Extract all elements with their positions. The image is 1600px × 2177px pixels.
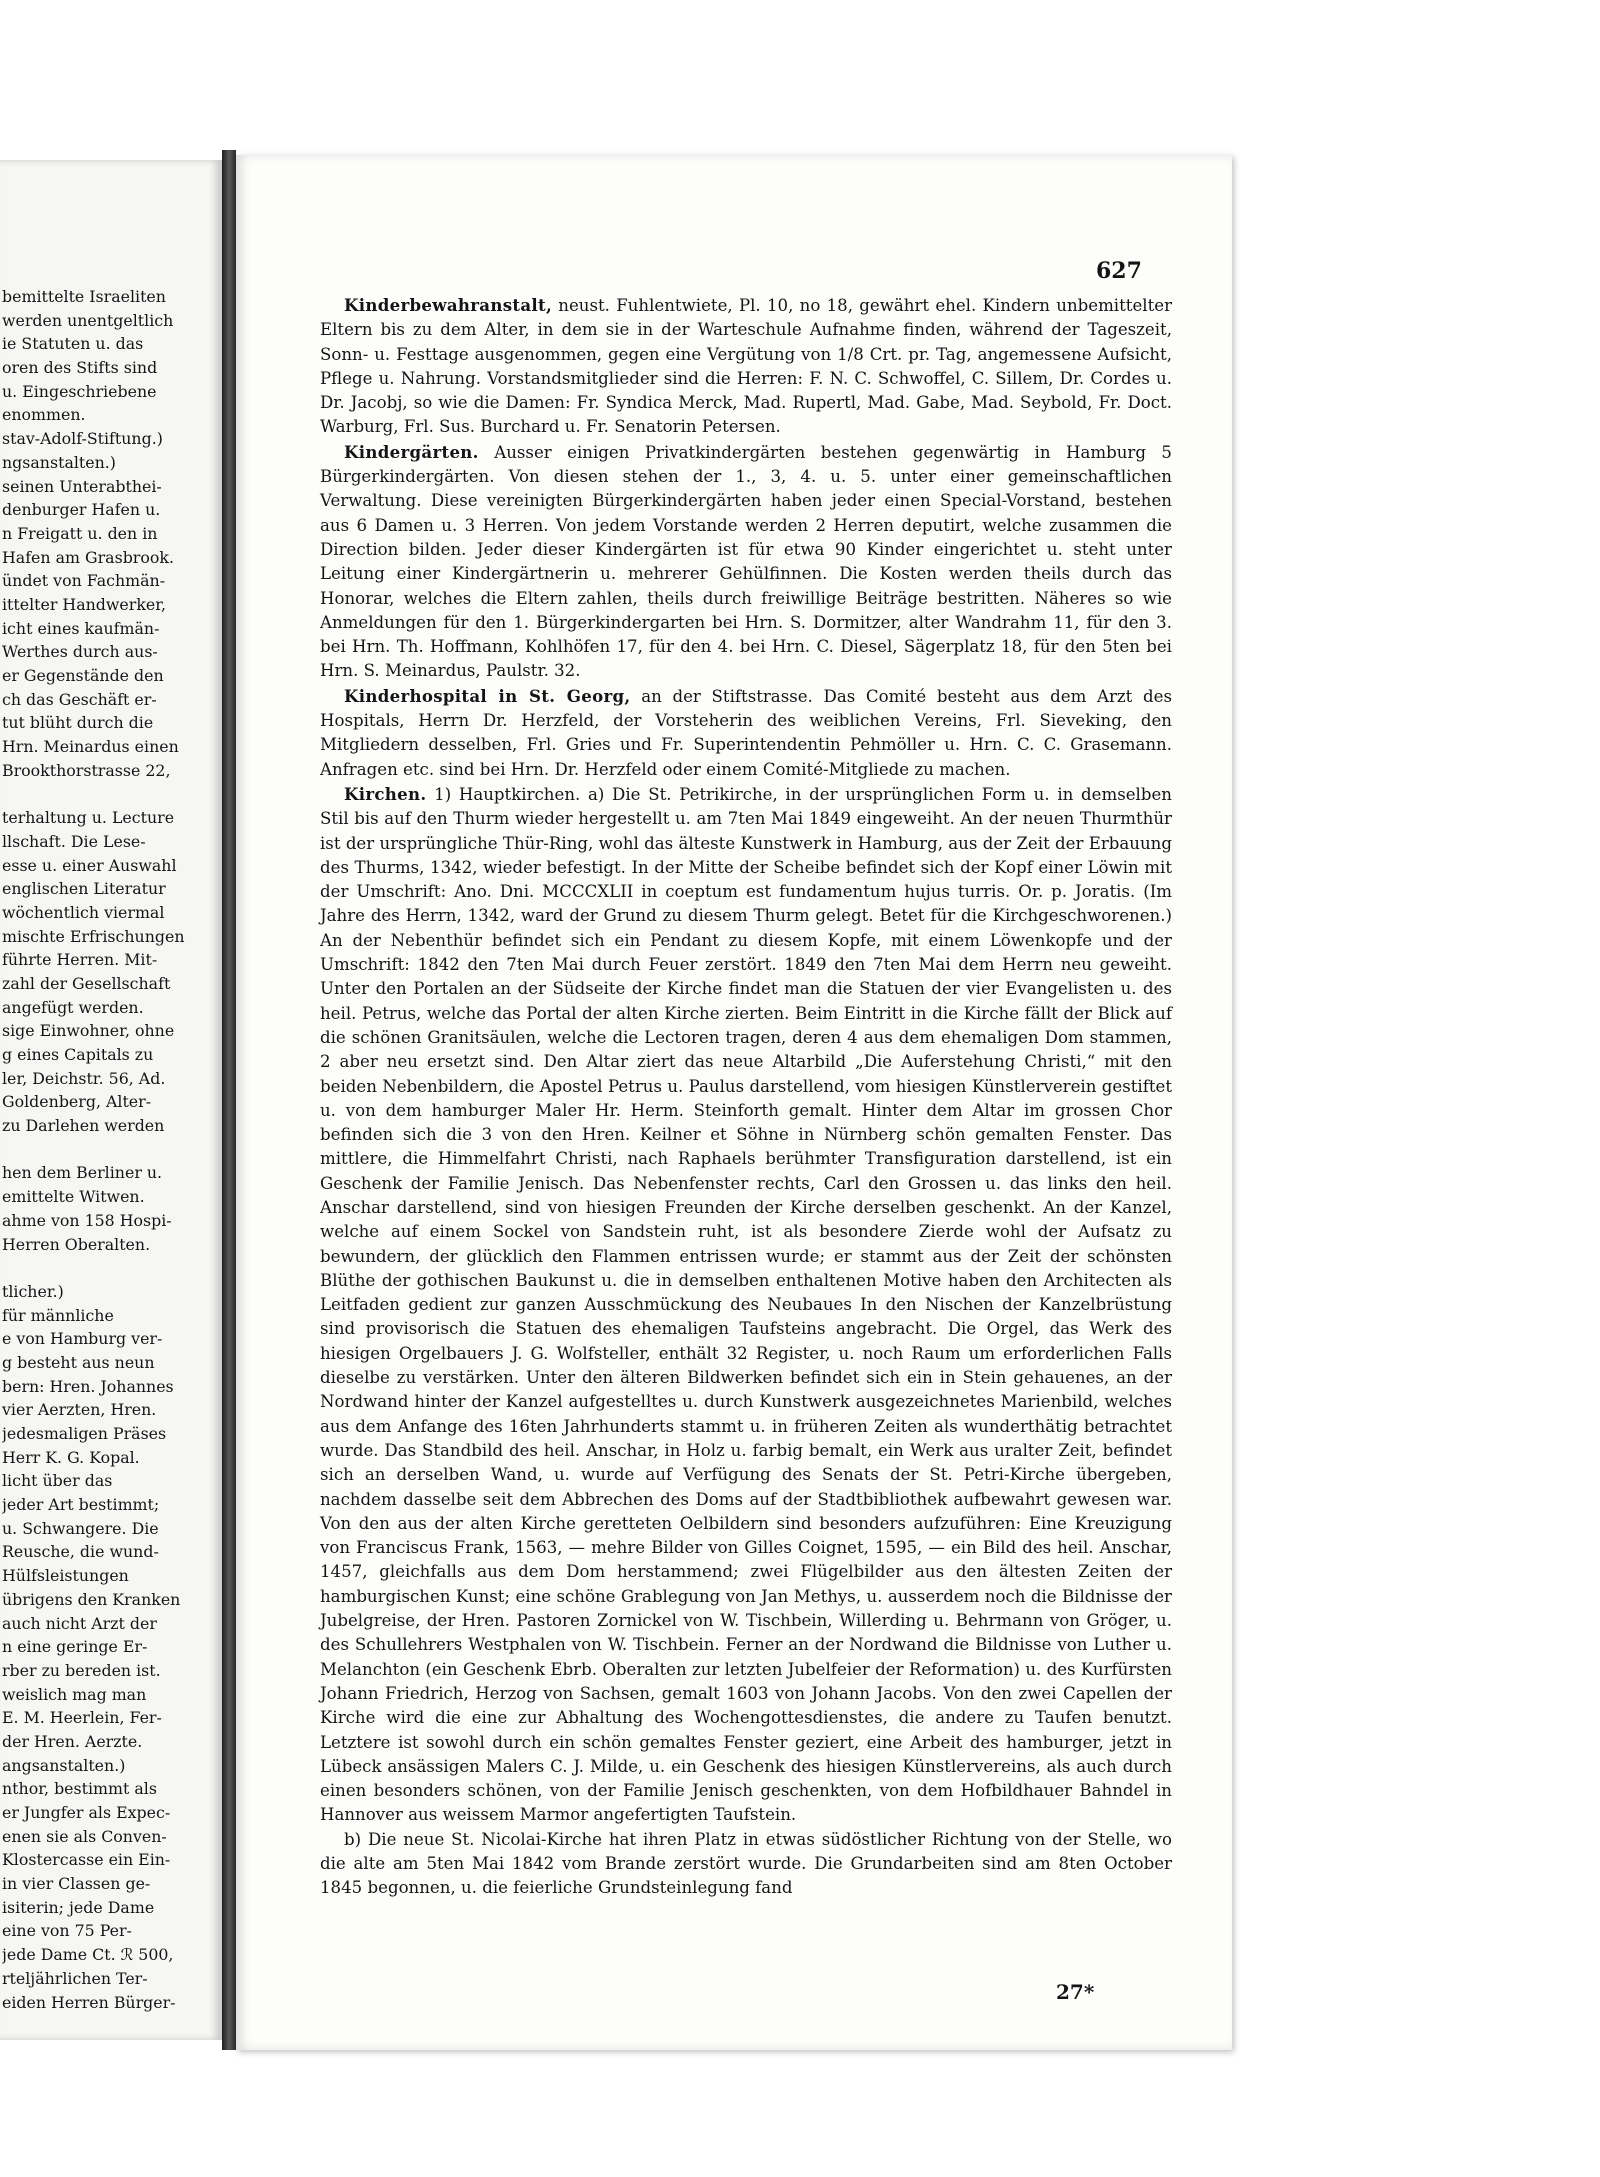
left-page-line: zahl der Gesellschaft bbox=[2, 973, 171, 993]
left-page-line: rber zu bereden ist. bbox=[2, 1660, 161, 1680]
left-page-line: g besteht aus neun bbox=[2, 1352, 155, 1372]
left-page-line: der Hren. Aerzte. bbox=[2, 1731, 143, 1751]
entry-paragraph bbox=[320, 684, 1172, 782]
right-page-text-column bbox=[320, 293, 1172, 1901]
left-page-line: oren des Stifts sind bbox=[2, 358, 158, 378]
left-page-line: u. Eingeschriebene bbox=[2, 381, 157, 401]
left-page-line: auch nicht Arzt der bbox=[2, 1613, 157, 1633]
left-page-line: tlicher.) bbox=[2, 1281, 64, 1301]
left-page-line: Klostercasse ein Ein- bbox=[2, 1850, 171, 1870]
left-page-line: hen dem Berliner u. bbox=[2, 1163, 163, 1183]
left-page-line: esse u. einer Auswahl bbox=[2, 855, 177, 875]
left-page-line: n eine geringe Er- bbox=[2, 1637, 148, 1657]
left-page-line: Hafen am Grasbrook. bbox=[2, 547, 174, 567]
left-page-line: Reusche, die wund- bbox=[2, 1542, 159, 1562]
book-gutter bbox=[222, 150, 236, 2050]
left-page-line: Goldenberg, Alter- bbox=[2, 1092, 152, 1112]
left-page-line bbox=[2, 1256, 207, 1280]
left-page-line: eine von 75 Per- bbox=[2, 1921, 132, 1941]
left-page-line: für männliche bbox=[2, 1305, 114, 1325]
left-page-line: isiterin; jede Dame bbox=[2, 1897, 155, 1917]
page-number: 627 bbox=[1096, 258, 1142, 284]
left-page-line: führte Herren. Mit- bbox=[2, 950, 158, 970]
entry-heading: Kindergärten. bbox=[344, 441, 479, 462]
left-page-line: vier Aerzten, Hren. bbox=[2, 1400, 157, 1420]
entry-heading: Kinderhospital in St. Georg, bbox=[344, 685, 631, 706]
left-page-line: nthor, bestimmt als bbox=[2, 1779, 157, 1799]
entry-heading: Kirchen. bbox=[344, 783, 427, 804]
entry-text: Ausser einigen Privatkindergärten bestehen gegenwärtig in Hamburg 5 Bürgerkindergärten. Von diesen stehen der 1., 3, 4. u. 5. unter einer gemeinschaftlichen Verwaltung. Diese vereinigten Bürgerkindergärten haben jeder einen Special-Vorstand, bestehen aus 6 Damen u. 3 Herren. Von jedem Vorstande werden 2 Herren deputirt, welche zusammen die Direction bilden. Jeder dieser Kindergärten ist für etwa 90 Kinder eingerichtet u. steht unter Leitung einer Kindergärtnerin u. mehrerer Gehülfinnen. Die Kosten werden theils durch das Honorar, welches die Eltern zahlen, theils durch freiwillige Beiträge bestritten. Näheres so wie Anmeldungen für den 1. Bürgerkindergarten bei Hrn. S. Dormitzer, alter Wandrahm 11, für den 3. bei Hrn. Th. Hoffmann, Kohlhöfen 17, für den 4. bei Hrn. C. Diesel, Sägerplatz 18, für den 5ten bei Hrn. S. Meinardus, Paulstr. 32. bbox=[320, 442, 1172, 681]
left-page-line: rteljährlichen Ter- bbox=[2, 1968, 148, 1988]
left-page-line: ngsanstalten.) bbox=[2, 452, 116, 472]
entry-paragraph bbox=[320, 782, 1172, 1828]
left-page-line: englischen Literatur bbox=[2, 879, 166, 899]
left-page-line: denburger Hafen u. bbox=[2, 500, 161, 520]
entry-paragraph bbox=[320, 1828, 1172, 1901]
left-page-line: tut blüht durch die bbox=[2, 713, 154, 733]
left-page-line: werden unentgeltlich bbox=[2, 310, 174, 330]
left-page-line: ler, Deichstr. 56, Ad. bbox=[2, 1068, 166, 1088]
left-page-line: g eines Capitals zu bbox=[2, 1045, 154, 1064]
left-page-line: Herr K. G. Kopal. bbox=[2, 1447, 140, 1467]
left-page-line: ahme von 158 Hospi- bbox=[2, 1210, 172, 1230]
left-page-line: emittelte Witwen. bbox=[2, 1187, 145, 1207]
left-page-line: er Jungfer als Expec- bbox=[2, 1803, 171, 1822]
left-page-line: ittelter Handwerker, bbox=[2, 594, 167, 614]
left-page-line: Herren Oberalten. bbox=[2, 1234, 151, 1254]
entry-text: 1) Hauptkirchen. a) Die St. Petrikirche, in der ursprünglichen Form u. in demselben Stil bis auf den Thurm wieder hergestellt u. am 7ten Mai 1849 eingeweiht. An der neuen Thurmthür ist der ursprüngliche Thür-Ring, wohl das älteste Kunstwerk in Hamburg, aus der Zeit der Erbauung des Thurms, 1342, wieder befestigt. In der Mitte der Scheibe befindet sich der Kopf einer Löwin mit der Umschrift: Ano. Dni. MCCCXLII in coeptum est fundamentum hujus turris. Or. p. Joratis. (Im Jahre des Herrn, 1342, ward der Grund zu diesem Thurm gelegt. Betet für die Kirchgeschworenen.) An der Nebenthür befindet sich ein Pendant zu diesem Kopfe, mit einem Löwenkopfe und der Umschrift: 1842 den 7ten Mai durch Feuer zerstört. 1849 den 7ten Mai dem Herrn neu geweiht. Unter den Portalen an der Südseite der Kirche findet man die Statuen der vier Evangelisten u. des heil. Petrus, welche das Portal der alten Kirche zierten. Beim Eintritt in die Kirche fällt der Blick auf die schönen Granitsäulen, welche die Lectoren tragen, deren 4 aus dem ehemaligen Dom stammen, 2 aber neu ersetzt sind. Den Altar ziert das neue Altarbild „Die Auferstehung Christi,“ mit den beiden Nebenbildern, die Apostel Petrus u. Paulus darstellend, vom hiesigen Künstlerverein gestiftet u. von dem hamburger Maler Hr. Herm. Steinforth gemalt. Hinter dem Altar im grossen Chor befinden sich die 3 von den Hren. Keilner et Söhne in Nürnberg schön gemalten Fenster. Das mittlere, die Himmelfahrt Christi, nach Raphaels berühmter Transfiguration darstellend, ist ein Geschenk der Familie Jenisch. Das Nebenfenster rechts, Carl den Grossen u. das links den heil. Anschar darstellend, sind von hiesigen Freunden der Kirche derselben geschenkt. An der Kanzel, welche auf einem Sockel von Sandstein ruht, ist als besondere Zierde wohl der Aufsatz zu bewundern, der glücklich den Flammen entrissen wurde; er stammt aus der Zeit der schönsten Blüthe der gothischen Baukunst u. die in demselben enthaltenen Motive haben den Architecten als Leitfaden gedient zur ganzen Ausschmückung des Neubaues In den Nischen der Kanzelbrüstung sind provisorisch die Statuen des ehemaligen Taufsteins angebracht. Die Orgel, das Werk des hiesigen Orgelbauers J. G. Wolfsteller, enthält 32 Register, u. noch Raum um erforderlichen Falls dieselbe zu verstärken. Unter den älteren Bildwerken befindet sich ein in Stein gehauenes, an der Nordwand hinter der Kanzel aufgestelltes u. durch Kunstwerk ausgezeichnetes Marienbild, welches aus dem Anfange des 16ten Jahrhunderts stammt u. in früheren Zeiten als wunderthätig betrachtet wurde. Das Standbild des heil. Anschar, in Holz u. farbig bemalt, ein Werk aus uralter Zeit, befindet sich an derselben Wand, u. wurde auf Verfügung des Senats der St. Petri-Kirche übergeben, nachdem dasselbe seit dem Abbrechen des Doms auf der Stadtbibliothek aufbewahrt gewesen war. Von den aus der alten Kirche geretteten Oelbildern sind besonders aufzuführen: Eine Kreuzigung von Franciscus Frank, 1563, — mehre Bilder von Gilles Coignet, 1595, — ein Bild des heil. Anschar, 1457, gleichfalls aus dem Dom herstammend; zwei Flügelbilder aus den ältesten Zeiten der hamburgischen Kunst; eine schöne Grablegung von Jan Methys, u. ausserdem noch die Bildnisse der Jubelgreise, der Hren. Pastoren Zornickel von W. Tischbein, Willerding u. Behrmann von Gröger, u. des Schullehrers Westphalen von W. Tischbein. Ferner an der Nordwand die Bildnisse von Luther u. Melanchton (ein Geschenk Ebrb. Oberalten zur letzten Jubelfeier der Reformation) u. des Kurfürsten Johann Friedrich, Herzog von Sachsen, gemalt 1603 von Johann Jacobs. Von den zwei Capellen der Kirche wird die eine zur Abhaltung des Wochengottesdienstes, die andere zu Taufen benutzt. Letztere ist sowohl durch ein schön gemaltes Fenster geziert, eine Arbeit des hamburger, jetzt in Lübeck ansässigen Malers C. J. Milde, u. ein Geschenk des hiesigen Künstlervereins, als auch durch einen besonders schönen, von der Familie Jenisch geschenkten, von dem Hofbildhauer Bahndel in Hannover aus weissem Marmor angefertigten Taufstein. bbox=[320, 784, 1172, 1825]
left-page-line: mischte Erfrischungen bbox=[2, 926, 185, 946]
left-page-line: seinen Unterabthei- bbox=[2, 476, 162, 496]
left-page-line: in vier Classen ge- bbox=[2, 1874, 151, 1894]
entry-paragraph bbox=[320, 293, 1172, 440]
left-page bbox=[0, 160, 222, 2040]
left-page-line: bern: Hren. Johannes bbox=[2, 1376, 174, 1396]
left-page-line bbox=[2, 1138, 207, 1162]
left-page-line: sige Einwohner, ohne bbox=[2, 1021, 175, 1041]
left-page-line: E. M. Heerlein, Fer- bbox=[2, 1708, 162, 1728]
left-page-line: jeder Art bestimmt; bbox=[2, 1495, 160, 1515]
left-page-line: icht eines kaufmän- bbox=[2, 618, 160, 638]
right-page bbox=[236, 155, 1232, 2050]
left-page-line: er Gegenstände den bbox=[2, 666, 164, 685]
left-page-line: Hrn. Meinardus einen bbox=[2, 737, 179, 757]
entry-text: b) Die neue St. Nicolai-Kirche hat ihren Platz in etwas südöstlicher Richtung von der Stelle, wo die alte am 5ten Mai 1842 vom Brande zerstört wurde. Die Grundarbeiten sind am 8ten October 1845 begonnen, u. die feierliche Grundsteinlegung fand bbox=[320, 1829, 1172, 1898]
left-page-line: u. Schwangere. Die bbox=[2, 1518, 159, 1538]
left-page-line: eiden Herren Bürger- bbox=[2, 1992, 176, 2012]
left-page-line: ündet von Fachmän- bbox=[2, 571, 166, 591]
left-page-line: enen sie als Conven- bbox=[2, 1826, 167, 1846]
left-page-line: bemittelte Israeliten bbox=[2, 287, 166, 306]
left-page-line: ch das Geschäft er- bbox=[2, 689, 157, 709]
entry-text: neust. Fuhlentwiete, Pl. 10, no 18, gewährt ehel. Kindern unbemittelter Eltern bis zu dem Alter, in dem sie in der Warteschule Aufnahme finden, während der Tageszeit, Sonn- u. Festtage ausgenommen, gegen eine Vergütung von 1/8 Crt. pr. Tag, angemessene Aufsicht, Pflege u. Nahrung. Vorstandsmitglieder sind die Herren: F. N. C. Schwoffel, C. Sillem, Dr. Cordes u. Dr. Jacobj, so wie die Damen: Fr. Syndica Merck, Mad. Rupertl, Mad. Gabe, Mad. Seybold, Fr. Doct. Warburg, Frl. Sus. Burchard u. Fr. Senatorin Petersen. bbox=[320, 296, 1172, 437]
left-page-line: angsanstalten.) bbox=[2, 1755, 126, 1775]
entry-text: an der Stiftstrasse. Das Comité besteht aus dem Arzt des Hospitals, Herrn Dr. Herzfeld, der Vorsteherin des weiblichen Vereins, Frl. Sieveking, den Mitgliedern desselben, Frl. Gries und Fr. Superintendentin Pehmöller u. Hrn. C. C. Grasemann. Anfragen etc. sind bei Hrn. Dr. Herzfeld oder einem Comité-Mitgliede zu machen. bbox=[320, 686, 1172, 779]
left-page-line: wöchentlich viermal bbox=[2, 902, 165, 922]
left-page-line: Werthes durch aus- bbox=[2, 642, 158, 662]
left-page-line bbox=[2, 782, 207, 806]
left-page-line: enommen. bbox=[2, 405, 86, 425]
left-page-line: übrigens den Kranken bbox=[2, 1589, 181, 1609]
sheet-signature: 27* bbox=[1056, 1980, 1095, 2004]
left-page-line: jede Dame Ct. ℛ 500, bbox=[2, 1945, 174, 1965]
left-page-line: n Freigatt u. den in bbox=[2, 523, 158, 543]
left-page-line: terhaltung u. Lecture bbox=[2, 808, 175, 828]
left-page-line: Hülfsleistungen bbox=[2, 1566, 129, 1586]
left-page-line: angefügt werden. bbox=[2, 997, 144, 1017]
left-page-line: Brookthorstrasse 22, bbox=[2, 760, 171, 780]
left-page-line: ie Statuten u. das bbox=[2, 334, 144, 354]
left-page-line: llschaft. Die Lese- bbox=[2, 831, 146, 851]
left-page-line: stav-Adolf-Stiftung.) bbox=[2, 429, 163, 449]
left-page-line: weislich mag man bbox=[2, 1684, 147, 1704]
left-page-line: licht über das bbox=[2, 1471, 113, 1491]
left-page-text-column bbox=[2, 285, 207, 2014]
entry-heading: Kinderbewahranstalt, bbox=[344, 295, 553, 315]
left-page-line: jedesmaligen Präses bbox=[2, 1424, 167, 1443]
left-page-line: zu Darlehen werden bbox=[2, 1116, 165, 1136]
entry-paragraph bbox=[320, 440, 1172, 684]
left-page-line: e von Hamburg ver- bbox=[2, 1329, 163, 1349]
